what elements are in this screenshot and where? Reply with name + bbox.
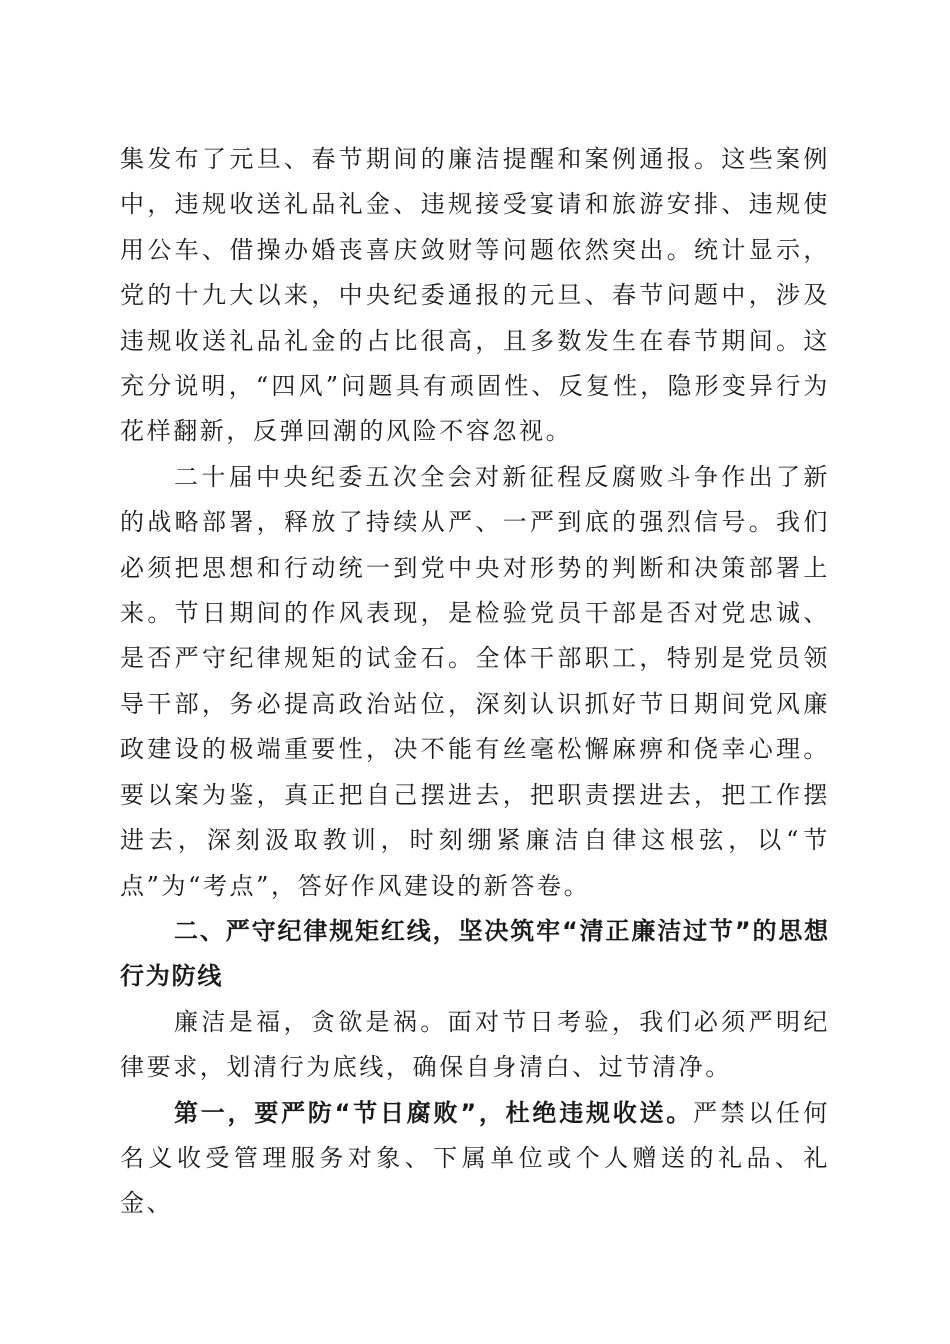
paragraph-cases-summary: 集发布了元旦、春节期间的廉洁提醒和案例通报。这些案例中，违规收送礼品礼金、违规接受宴请和旅游安排、违规使用公车、借操办婚丧喜庆敛财等问题依然突出。统计显示，党的十九大以来，中央纪委通报的元旦、春节问题中，涉及违规收送礼品礼金的占比很高，且多数发生在春节期间。这充分说明，“四风”问题具有顽固性、反复性，隐形变异行为花样翻新，反弹回潮的风险不容忽视。 [120,145,830,446]
first-point-body: 严禁以任何名义收受管理服务对象、下属单位或个人赠送的礼品、礼金、 [120,1098,831,1218]
paragraph-integrity: 廉洁是福，贪欲是祸。面对节日考验，我们必须严明纪律要求，划清行为底线，确保自身清白、过节清净。 [120,1007,830,1082]
section-heading-2: 二、严守纪律规矩红线，坚决筑牢“清正廉洁过节”的思想行为防线 [120,916,830,991]
document-page [120,137,830,1227]
paragraph-deployment: 二十届中央纪委五次全会对新征程反腐败斗争作出了新的战略部署，释放了持续从严、一严到底的强烈信号。我们必须把思想和行动统一到党中央对形势的判断和决策部署上来。节日期间的作风表现，是检验党员干部是否对党忠诚、是否严守纪律规矩的试金石。全体干部职工，特别是党员领导干部，务必提高政治站位，深刻认识抓好节日期间党风廉政建设的极端重要性，决不能有丝毫松懈麻痹和侥幸心理。要以案为鉴，真正把自己摆进去，把职责摆进去，把工作摆进去，深刻汲取教训，时刻绷紧廉洁自律这根弦，以“节点”为“考点”，答好作风建设的新答卷。 [120,462,830,900]
first-point-lead: 第一，要严防“节日腐败”，杜绝违规收送。 [174,1098,694,1127]
paragraph-first-point [120,1091,830,1227]
